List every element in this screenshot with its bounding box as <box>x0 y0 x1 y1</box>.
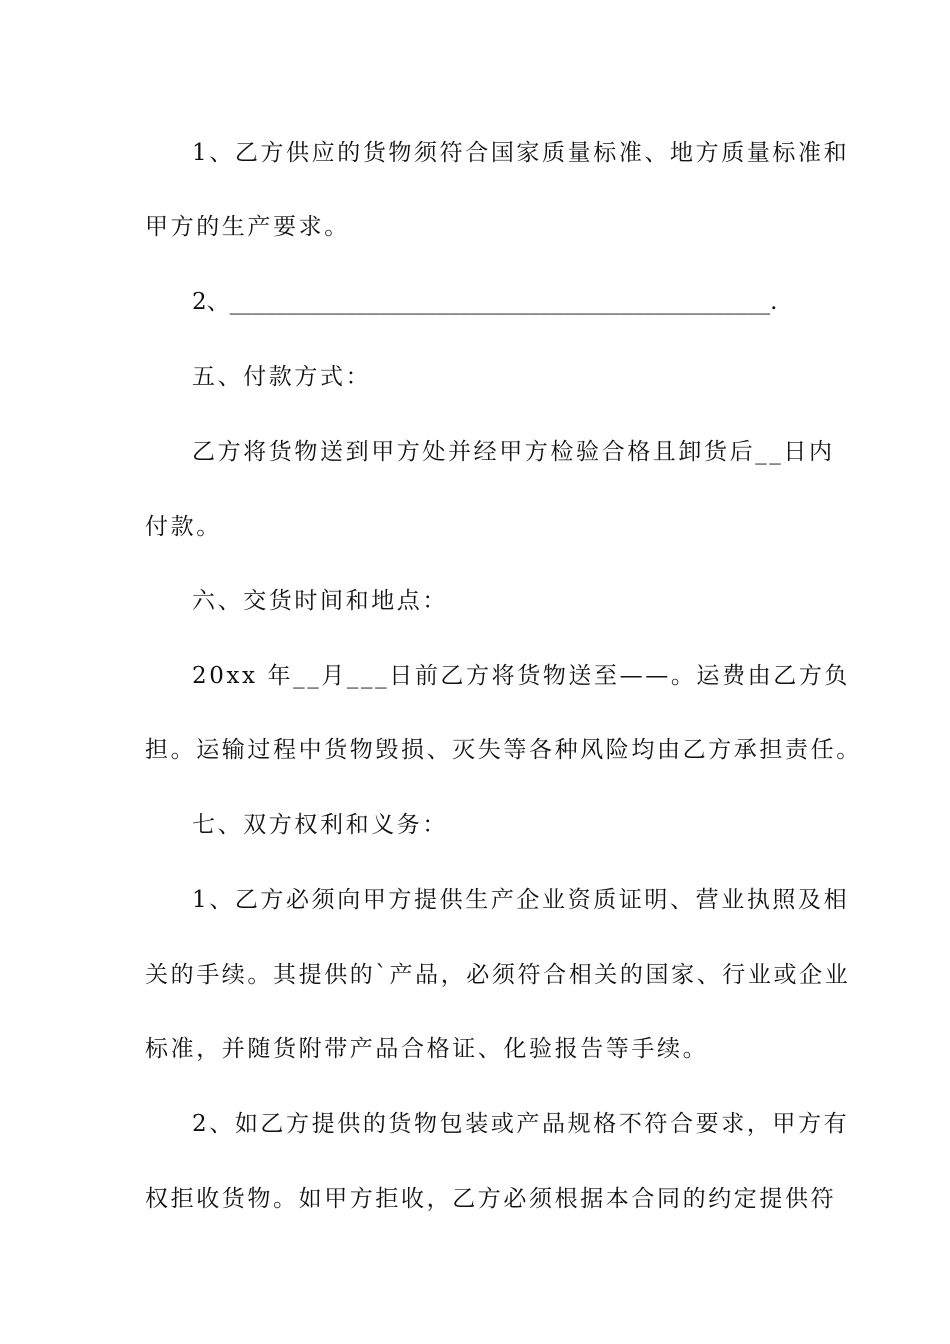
clause-4-item-1-line-2: 甲方的生产要求。 <box>145 214 350 240</box>
rights-item-1-line-2: 关的手续。其提供的`产品，必须符合相关的国家、行业或企业 <box>145 962 851 988</box>
payment-terms-line-1: 乙方将货物送到甲方处并经甲方检验合格且卸货后__日内 <box>192 439 835 465</box>
payment-terms-line-2: 付款。 <box>145 514 222 540</box>
clause-4-item-1-line-1: 1、乙方供应的货物须符合国家质量标准、地方质量标准和 <box>192 140 850 166</box>
clause-4-item-2-blank: 2、_______________________________________________. <box>192 289 778 315</box>
rights-item-2-line-1: 2、如乙方提供的货物包装或产品规格不符合要求，甲方有 <box>192 1111 850 1137</box>
delivery-terms-line-1: 20xx 年__月___日前乙方将货物送至——。运费由乙方负 <box>192 663 851 689</box>
rights-item-2-line-2: 权拒收货物。如甲方拒收，乙方必须根据本合同的约定提供符 <box>145 1186 837 1212</box>
rights-item-1-line-1: 1、乙方必须向甲方提供生产企业资质证明、营业执照及相 <box>192 887 850 913</box>
section-5-heading: 五、付款方式： <box>192 364 372 390</box>
section-7-heading: 七、双方权利和义务： <box>192 812 448 838</box>
delivery-terms-line-2: 担。运输过程中货物毁损、灭失等各种风险均由乙方承担责任。 <box>145 737 862 763</box>
rights-item-1-line-3: 标准，并随货附带产品合格证、化验报告等手续。 <box>145 1036 709 1062</box>
section-6-heading: 六、交货时间和地点： <box>192 588 448 614</box>
